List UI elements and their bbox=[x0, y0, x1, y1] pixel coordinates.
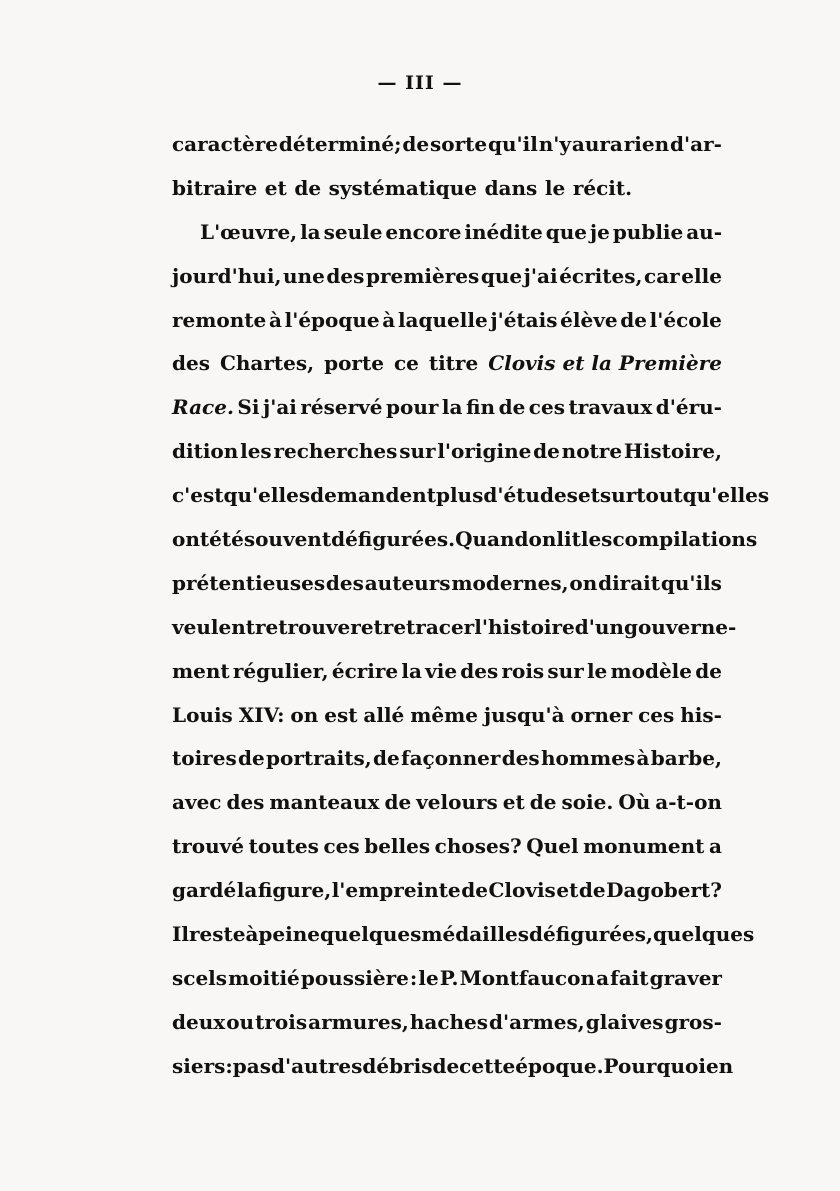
word: et bbox=[556, 878, 579, 903]
word: des bbox=[226, 790, 265, 815]
word: ce bbox=[393, 351, 419, 376]
word: inédite bbox=[464, 219, 543, 244]
text-line bbox=[172, 781, 722, 825]
word: soie. bbox=[561, 790, 614, 815]
word: souvent bbox=[243, 527, 332, 552]
word: écrites, bbox=[559, 263, 643, 288]
word: à bbox=[636, 746, 650, 771]
text-line bbox=[172, 430, 722, 474]
word: médailles bbox=[421, 922, 529, 947]
word: au- bbox=[686, 219, 722, 244]
word: qu'elles bbox=[223, 483, 311, 508]
word: que bbox=[545, 219, 587, 244]
word: Il bbox=[172, 922, 189, 947]
word: de bbox=[432, 1053, 460, 1078]
word: seule bbox=[323, 219, 383, 244]
word: elle bbox=[681, 263, 722, 288]
word: des bbox=[326, 263, 365, 288]
word: encore bbox=[385, 219, 462, 244]
word: d'un bbox=[574, 614, 624, 639]
word: : bbox=[409, 965, 418, 990]
word: dition bbox=[172, 439, 239, 464]
word: des bbox=[325, 570, 364, 595]
word: à bbox=[268, 307, 282, 332]
word: quelques bbox=[652, 922, 755, 947]
word: de bbox=[402, 132, 430, 156]
word: retrouver bbox=[255, 614, 361, 639]
word: recherches bbox=[273, 439, 398, 464]
word: l'histoire bbox=[474, 614, 575, 639]
word: sur bbox=[547, 658, 584, 683]
word: choses? bbox=[434, 834, 522, 859]
word: graver bbox=[649, 965, 722, 990]
word: de bbox=[372, 746, 400, 771]
word: des bbox=[460, 658, 499, 683]
word: glaives bbox=[585, 1009, 664, 1034]
word: manteaux bbox=[269, 790, 380, 815]
word: moitié bbox=[228, 965, 300, 990]
word: P. bbox=[439, 965, 459, 990]
word: avec bbox=[172, 790, 222, 815]
word: siers bbox=[172, 1053, 226, 1078]
word: barbe, bbox=[650, 746, 722, 771]
word: armures, bbox=[308, 1009, 409, 1034]
word: premières bbox=[365, 263, 480, 288]
word: de bbox=[695, 658, 722, 683]
word: fin bbox=[465, 395, 496, 420]
word: le bbox=[586, 658, 608, 683]
word: élève bbox=[560, 307, 618, 332]
word: XIV: bbox=[238, 702, 285, 727]
word: deux bbox=[172, 1009, 226, 1034]
word: qu'elles bbox=[682, 483, 770, 508]
word: monument bbox=[583, 834, 705, 859]
word: figure, bbox=[257, 878, 332, 903]
word: époque. bbox=[515, 1053, 604, 1078]
word: en bbox=[705, 1053, 734, 1078]
text-line bbox=[172, 123, 722, 167]
text-line bbox=[172, 869, 722, 913]
word: ou bbox=[226, 1009, 255, 1034]
text-line bbox=[172, 386, 722, 430]
word: reste bbox=[188, 922, 246, 947]
word: toires bbox=[172, 746, 237, 771]
word: l'origine bbox=[437, 439, 532, 464]
word: des bbox=[172, 351, 210, 376]
word: l'époque bbox=[284, 307, 380, 332]
word: hommes bbox=[540, 746, 636, 771]
word: velours bbox=[416, 790, 498, 815]
word: caractère bbox=[172, 132, 279, 156]
word: vie bbox=[425, 658, 458, 683]
word: d'autres bbox=[270, 1053, 363, 1078]
word: Dagobert? bbox=[606, 878, 722, 903]
word: j'ai bbox=[523, 263, 558, 288]
word: porte bbox=[324, 351, 384, 376]
word: haches bbox=[409, 1009, 489, 1034]
word: de bbox=[238, 746, 265, 771]
word: à bbox=[382, 307, 396, 332]
word: cette bbox=[459, 1053, 516, 1078]
word: dans bbox=[484, 175, 538, 200]
word: à bbox=[245, 922, 259, 947]
word: poussière bbox=[300, 965, 409, 990]
word: a-t-on bbox=[655, 790, 722, 815]
word: belles bbox=[364, 834, 431, 859]
word: ment bbox=[172, 658, 230, 683]
word: et bbox=[264, 175, 287, 200]
word: L'œuvre, bbox=[200, 219, 298, 244]
text-line bbox=[172, 474, 770, 518]
word: de bbox=[620, 307, 647, 332]
word: veulent bbox=[172, 614, 255, 639]
word: peine bbox=[258, 922, 320, 947]
text-line bbox=[172, 737, 722, 781]
word: de bbox=[384, 790, 412, 815]
word: et bbox=[502, 790, 525, 815]
word: réservé bbox=[300, 395, 383, 420]
word: rois bbox=[501, 658, 545, 683]
word: l'empreinte bbox=[331, 878, 461, 903]
word: trois bbox=[255, 1009, 308, 1034]
text-line bbox=[172, 913, 755, 957]
word: de bbox=[529, 790, 557, 815]
word: les bbox=[580, 527, 613, 552]
word: on bbox=[569, 570, 598, 595]
word: fait bbox=[610, 965, 649, 990]
word: d'éru- bbox=[655, 395, 722, 420]
word: Clovis bbox=[488, 878, 556, 903]
word: auteurs bbox=[364, 570, 451, 595]
word: des bbox=[501, 746, 540, 771]
word: une bbox=[283, 263, 325, 288]
word: plus bbox=[435, 483, 484, 508]
word: compilations bbox=[612, 527, 758, 552]
word: d'armes, bbox=[489, 1009, 585, 1034]
word: la bbox=[300, 219, 321, 244]
word: travaux bbox=[568, 395, 653, 420]
word: a bbox=[596, 965, 610, 990]
word: Louis bbox=[172, 702, 233, 727]
text-line bbox=[172, 957, 722, 1001]
text-line bbox=[172, 1001, 722, 1045]
word: le bbox=[544, 175, 566, 200]
word: écrire bbox=[331, 658, 399, 683]
text-line bbox=[172, 299, 722, 343]
word: et bbox=[360, 614, 383, 639]
word: aura bbox=[571, 132, 623, 156]
word: même bbox=[410, 702, 478, 727]
word: remonte bbox=[172, 307, 267, 332]
text-line bbox=[172, 694, 722, 738]
word: été bbox=[209, 527, 244, 552]
text-line bbox=[172, 167, 722, 211]
word: récit. bbox=[572, 175, 633, 200]
word: je bbox=[589, 219, 610, 244]
word: : bbox=[225, 1053, 233, 1078]
word: débris bbox=[362, 1053, 433, 1078]
word: ont bbox=[172, 527, 210, 552]
word: qu'ils bbox=[660, 570, 722, 595]
word: la bbox=[441, 395, 463, 420]
word: Où bbox=[618, 790, 651, 815]
page-number: — III — bbox=[377, 72, 463, 94]
word: gros- bbox=[664, 1009, 722, 1034]
text-line bbox=[172, 342, 722, 386]
word: Si bbox=[237, 395, 260, 420]
word: est bbox=[324, 702, 358, 727]
word: notre bbox=[561, 439, 623, 464]
word: n'y bbox=[538, 132, 572, 156]
word: j'ai bbox=[262, 395, 297, 420]
text-line bbox=[172, 255, 722, 299]
word: la bbox=[236, 878, 258, 903]
word: façonner bbox=[400, 746, 501, 771]
word: prétentieuses bbox=[172, 570, 326, 595]
word: Chartes, bbox=[219, 351, 315, 376]
word: Quand bbox=[455, 527, 529, 552]
word: his- bbox=[680, 702, 722, 727]
word: Pourquoi bbox=[603, 1053, 706, 1078]
word: ces bbox=[528, 395, 565, 420]
text-line bbox=[172, 1045, 734, 1089]
word: pour bbox=[386, 395, 439, 420]
word: d'études bbox=[483, 483, 578, 508]
word: Quel bbox=[526, 834, 579, 859]
word: Montfaucon bbox=[459, 965, 595, 990]
word: le bbox=[418, 965, 439, 990]
word: scels bbox=[172, 965, 228, 990]
word: de bbox=[578, 878, 606, 903]
word: Clovis et la Première bbox=[488, 351, 722, 376]
word: et bbox=[577, 483, 600, 508]
word: gardé bbox=[172, 878, 237, 903]
word: retracer bbox=[382, 614, 475, 639]
text-line bbox=[172, 825, 722, 869]
word: l'école bbox=[649, 307, 722, 332]
word: de bbox=[294, 175, 322, 200]
word: qu'il bbox=[488, 132, 538, 156]
text-line bbox=[172, 518, 758, 562]
word: on bbox=[528, 527, 557, 552]
word: d'ar- bbox=[670, 132, 722, 156]
word: régulier, bbox=[232, 658, 329, 683]
word: de bbox=[498, 395, 526, 420]
word: sorte bbox=[430, 132, 488, 156]
word: défigurées, bbox=[528, 922, 653, 947]
word: car bbox=[644, 263, 680, 288]
word: ces bbox=[323, 834, 360, 859]
word: c'est bbox=[172, 483, 224, 508]
word: les bbox=[240, 439, 272, 464]
word: quelques bbox=[319, 922, 422, 947]
word: publie bbox=[612, 219, 684, 244]
word: lit bbox=[556, 527, 581, 552]
word: rien bbox=[623, 132, 670, 156]
word: bitraire bbox=[172, 175, 258, 200]
word: dirait bbox=[598, 570, 661, 595]
word: modèle bbox=[610, 658, 693, 683]
word: laquelle bbox=[397, 307, 488, 332]
word: de bbox=[461, 878, 488, 903]
word: de bbox=[533, 439, 560, 464]
word: jusqu'à bbox=[483, 702, 565, 727]
word: allé bbox=[363, 702, 405, 727]
text-line bbox=[172, 211, 722, 255]
text-line bbox=[172, 562, 722, 606]
word: Histoire, bbox=[623, 439, 722, 464]
word: la bbox=[401, 658, 422, 683]
word: j'étais bbox=[490, 307, 558, 332]
word: trouvé bbox=[172, 834, 245, 859]
word: surtout bbox=[599, 483, 683, 508]
word: a bbox=[708, 834, 722, 859]
word: déterminé; bbox=[278, 132, 402, 156]
word: modernes, bbox=[451, 570, 569, 595]
word: jourd'hui, bbox=[172, 263, 282, 288]
word: pas bbox=[232, 1053, 271, 1078]
word: systématique bbox=[328, 175, 477, 200]
word: défigurées. bbox=[331, 527, 456, 552]
text-line bbox=[172, 606, 737, 650]
word: titre bbox=[428, 351, 479, 376]
word: demandent bbox=[310, 483, 436, 508]
word: gouverne- bbox=[623, 614, 737, 639]
word: orner bbox=[570, 702, 633, 727]
word: que bbox=[480, 263, 523, 288]
word: toutes bbox=[248, 834, 319, 859]
word: portraits, bbox=[266, 746, 372, 771]
word: ces bbox=[638, 702, 675, 727]
body-text bbox=[172, 123, 770, 1089]
word: Race. bbox=[172, 395, 234, 420]
word: on bbox=[290, 702, 319, 727]
text-line bbox=[172, 650, 722, 694]
word: sur bbox=[399, 439, 436, 464]
